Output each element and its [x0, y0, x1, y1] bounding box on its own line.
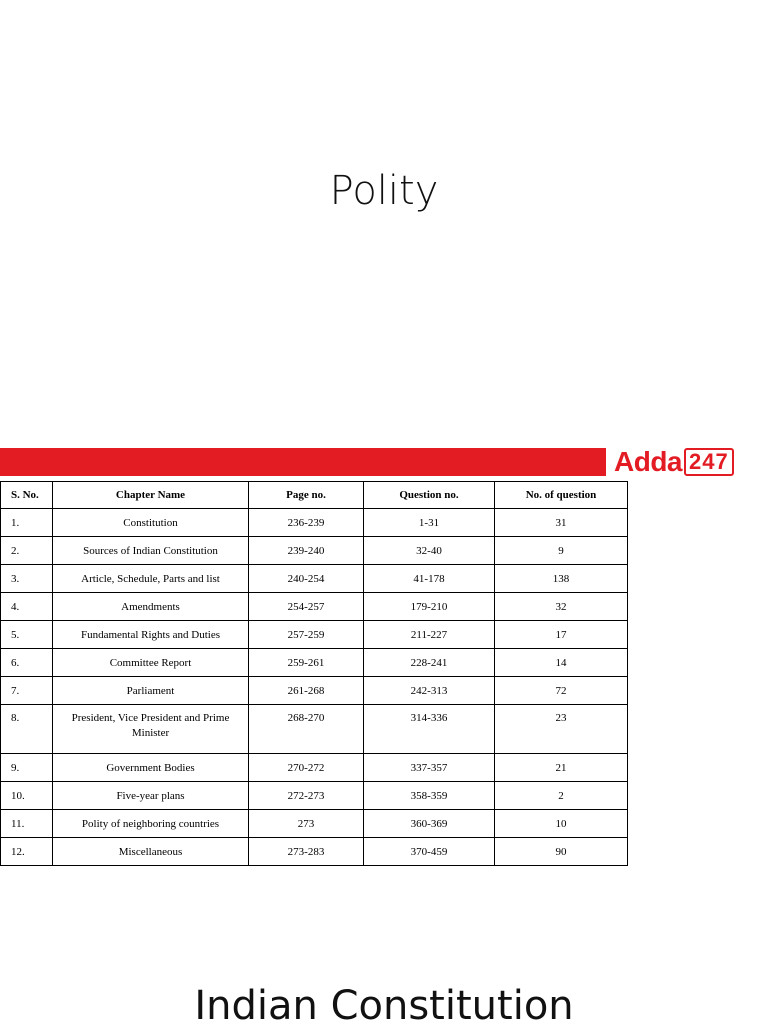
header-question-no: Question no.	[364, 482, 495, 509]
cell-question-no: 41-178	[364, 565, 495, 593]
cell-sno: 12.	[1, 838, 53, 866]
cell-question-no: 358-359	[364, 782, 495, 810]
cell-sno: 5.	[1, 621, 53, 649]
next-slide-title: Indian Constitution	[194, 983, 574, 1029]
brand-red-bar	[0, 448, 606, 476]
cell-sno: 6.	[1, 649, 53, 677]
cell-question-no: 179-210	[364, 593, 495, 621]
cell-question-no: 32-40	[364, 537, 495, 565]
cell-sno: 8.	[1, 705, 53, 754]
cell-page-no: 240-254	[249, 565, 364, 593]
table-row	[1, 509, 628, 537]
table-row	[1, 621, 628, 649]
cell-chapter-name: Committee Report	[53, 649, 249, 677]
cell-no-of-question: 72	[495, 677, 628, 705]
cell-question-no: 314-336	[364, 705, 495, 754]
cell-question-no: 1-31	[364, 509, 495, 537]
cell-page-no: 261-268	[249, 677, 364, 705]
cell-chapter-name: Parliament	[53, 677, 249, 705]
table-row	[1, 593, 628, 621]
cell-page-no: 272-273	[249, 782, 364, 810]
cell-sno: 4.	[1, 593, 53, 621]
cell-sno: 7.	[1, 677, 53, 705]
cell-chapter-name: Polity of neighboring countries	[53, 810, 249, 838]
cell-page-no: 268-270	[249, 705, 364, 754]
cell-sno: 1.	[1, 509, 53, 537]
cell-question-no: 242-313	[364, 677, 495, 705]
cell-no-of-question: 23	[495, 705, 628, 754]
cell-sno: 10.	[1, 782, 53, 810]
cell-no-of-question: 10	[495, 810, 628, 838]
table-row	[1, 838, 628, 866]
logo-word: Adda	[614, 446, 682, 477]
cell-chapter-name: Fundamental Rights and Duties	[53, 621, 249, 649]
cell-chapter-name: Constitution	[53, 509, 249, 537]
table-row	[1, 565, 628, 593]
cell-chapter-name: Five-year plans	[53, 782, 249, 810]
cell-page-no: 259-261	[249, 649, 364, 677]
cell-no-of-question: 21	[495, 754, 628, 782]
header-chapter-name: Chapter Name	[53, 482, 249, 509]
cell-question-no: 370-459	[364, 838, 495, 866]
cell-page-no: 236-239	[249, 509, 364, 537]
cell-no-of-question: 32	[495, 593, 628, 621]
logo-number: 247	[684, 448, 734, 476]
cell-no-of-question: 31	[495, 509, 628, 537]
cell-sno: 11.	[1, 810, 53, 838]
cell-question-no: 211-227	[364, 621, 495, 649]
table-row	[1, 649, 628, 677]
cell-no-of-question: 138	[495, 565, 628, 593]
cell-question-no: 360-369	[364, 810, 495, 838]
cell-page-no: 270-272	[249, 754, 364, 782]
cell-question-no: 337-357	[364, 754, 495, 782]
table-row	[1, 810, 628, 838]
cell-sno: 2.	[1, 537, 53, 565]
cell-sno: 9.	[1, 754, 53, 782]
table-row	[1, 782, 628, 810]
cell-chapter-name: Article, Schedule, Parts and list	[53, 565, 249, 593]
cell-chapter-name: President, Vice President and Prime Minister	[53, 705, 249, 754]
cell-page-no: 254-257	[249, 593, 364, 621]
cell-page-no: 273-283	[249, 838, 364, 866]
cell-chapter-name: Amendments	[53, 593, 249, 621]
cell-chapter-name: Government Bodies	[53, 754, 249, 782]
header-sno: S. No.	[1, 482, 53, 509]
cell-no-of-question: 2	[495, 782, 628, 810]
header-no-of-question: No. of question	[495, 482, 628, 509]
header-page-no: Page no.	[249, 482, 364, 509]
cell-chapter-name: Miscellaneous	[53, 838, 249, 866]
cell-chapter-name: Sources of Indian Constitution	[53, 537, 249, 565]
cell-no-of-question: 9	[495, 537, 628, 565]
table-header-row	[1, 482, 628, 509]
cell-no-of-question: 17	[495, 621, 628, 649]
cell-question-no: 228-241	[364, 649, 495, 677]
chapter-table	[0, 481, 628, 866]
cell-no-of-question: 14	[495, 649, 628, 677]
table-row	[1, 754, 628, 782]
slide-title: Polity	[329, 168, 439, 214]
table-row	[1, 677, 628, 705]
table-row	[1, 537, 628, 565]
cell-no-of-question: 90	[495, 838, 628, 866]
cell-sno: 3.	[1, 565, 53, 593]
cell-page-no: 257-259	[249, 621, 364, 649]
cell-page-no: 239-240	[249, 537, 364, 565]
table-row	[1, 705, 628, 754]
cell-page-no: 273	[249, 810, 364, 838]
adda247-logo	[614, 446, 734, 478]
